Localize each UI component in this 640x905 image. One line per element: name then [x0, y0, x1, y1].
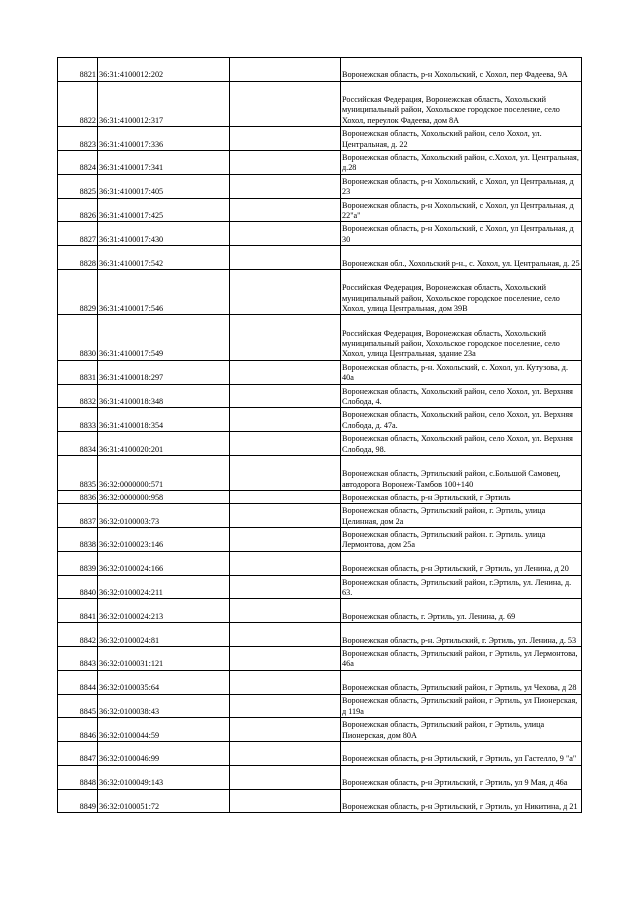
address: Воронежская область, Эртильский район, г.Эртиль, ул. Ленина, д. 63.	[341, 575, 582, 599]
row-number: 8829	[58, 269, 98, 314]
empty-cell	[230, 718, 341, 742]
table-row	[58, 742, 582, 766]
cadastral-number: 36:32:0100031:121	[98, 646, 230, 670]
cadastral-number: 36:32:0100003:73	[98, 504, 230, 528]
cadastral-number: 36:32:0100035:64	[98, 670, 230, 694]
cadastral-number: 36:31:4100018:354	[98, 408, 230, 432]
address: Воронежская область, р-н Эртильский, г Эртиль, ул 9 Мая, д 46а	[341, 765, 582, 789]
row-number: 8841	[58, 599, 98, 623]
row-number: 8821	[58, 58, 98, 82]
empty-cell	[230, 198, 341, 222]
cadastral-number: 36:32:0100044:59	[98, 718, 230, 742]
row-number: 8833	[58, 408, 98, 432]
cadastral-number: 36:31:4100017:336	[98, 127, 230, 151]
cadastral-number: 36:31:4100017:430	[98, 222, 230, 246]
empty-cell	[230, 646, 341, 670]
address: Воронежская область, Эртильский район, г Эртиль, ул Чехова, д 28	[341, 670, 582, 694]
table-row	[58, 150, 582, 174]
cadastral-number: 36:31:4100018:297	[98, 360, 230, 384]
row-number: 8840	[58, 575, 98, 599]
empty-cell	[230, 315, 341, 360]
address: Воронежская обл., Хохольский р-н., с. Хохол, ул. Центральная, д. 25	[341, 246, 582, 270]
empty-cell	[230, 504, 341, 528]
empty-cell	[230, 551, 341, 575]
table-row	[58, 491, 582, 504]
cadastral-number: 36:31:4100017:425	[98, 198, 230, 222]
empty-cell	[230, 455, 341, 490]
table-row	[58, 360, 582, 384]
cadastral-number: 36:32:0000000:571	[98, 455, 230, 490]
address: Воронежская область, р-н Эртильский, г Эртиль, ул Ленина, д 20	[341, 551, 582, 575]
address: Российская Федерация, Воронежская область, Хохольский муниципальный район, Хохольское городское поселение, село Хохол, улица Центральная, здание 23а	[341, 315, 582, 360]
cadastral-number: 36:31:4100017:341	[98, 150, 230, 174]
row-number: 8845	[58, 694, 98, 718]
registry-table-body	[58, 58, 582, 813]
table-row	[58, 81, 582, 126]
address: Российская Федерация, Воронежская область, Хохольский муниципальный район, Хохольское городское поселение, село Хохол, переулок Фадеева, дом 8А	[341, 81, 582, 126]
empty-cell	[230, 246, 341, 270]
address: Воронежская область, р-н Эртильский, г Эртиль	[341, 491, 582, 504]
cadastral-number: 36:32:0100046:99	[98, 742, 230, 766]
table-row	[58, 408, 582, 432]
empty-cell	[230, 174, 341, 198]
cadastral-number: 36:32:0100024:213	[98, 599, 230, 623]
address: Воронежская область, г. Эртиль, ул. Ленина, д. 69	[341, 599, 582, 623]
table-row	[58, 127, 582, 151]
address: Воронежская область, Хохольский район, с.Хохол, ул. Центральная, д.28	[341, 150, 582, 174]
empty-cell	[230, 58, 341, 82]
table-row	[58, 432, 582, 456]
empty-cell	[230, 575, 341, 599]
empty-cell	[230, 491, 341, 504]
table-row	[58, 527, 582, 551]
row-number: 8831	[58, 360, 98, 384]
address: Воронежская область, Эртильский район, г Эртиль, улица Пионерская, дом 80А	[341, 718, 582, 742]
row-number: 8822	[58, 81, 98, 126]
address: Воронежская область, Эртильский район, г Эртиль, ул Пионерская, д 119а	[341, 694, 582, 718]
cadastral-number: 36:32:0000000:958	[98, 491, 230, 504]
empty-cell	[230, 623, 341, 647]
empty-cell	[230, 222, 341, 246]
table-row	[58, 504, 582, 528]
cadastral-number: 36:32:0100049:143	[98, 765, 230, 789]
table-row	[58, 174, 582, 198]
address: Воронежская область, р-н Хохольский, с Хохол, ул Центральная, д 30	[341, 222, 582, 246]
cadastral-number: 36:32:0100038:43	[98, 694, 230, 718]
table-row	[58, 384, 582, 408]
row-number: 8846	[58, 718, 98, 742]
empty-cell	[230, 742, 341, 766]
row-number: 8838	[58, 527, 98, 551]
table-row	[58, 599, 582, 623]
cadastral-number: 36:31:4100017:542	[98, 246, 230, 270]
row-number: 8837	[58, 504, 98, 528]
address: Воронежская область, р-н Хохольский, с Хохол, пер Фадеева, 9А	[341, 58, 582, 82]
address: Воронежская область, р-н Хохольский, с Хохол, ул Центральная, д 23	[341, 174, 582, 198]
cadastral-number: 36:32:0100023:146	[98, 527, 230, 551]
row-number: 8844	[58, 670, 98, 694]
empty-cell	[230, 127, 341, 151]
row-number: 8830	[58, 315, 98, 360]
row-number: 8842	[58, 623, 98, 647]
address: Российская Федерация, Воронежская область, Хохольский муниципальный район, Хохольское городское поселение, село Хохол, улица Центральная, дом 39В	[341, 269, 582, 314]
address: Воронежская область, р-н Эртильский, г Эртиль, ул Гастелло, 9 "а"	[341, 742, 582, 766]
row-number: 8824	[58, 150, 98, 174]
empty-cell	[230, 150, 341, 174]
table-row	[58, 222, 582, 246]
row-number: 8827	[58, 222, 98, 246]
address: Воронежская область, р-н Эртильский, г Эртиль, ул Никитина, д 21	[341, 789, 582, 813]
table-row	[58, 269, 582, 314]
cadastral-number: 36:32:0100024:166	[98, 551, 230, 575]
empty-cell	[230, 789, 341, 813]
row-number: 8826	[58, 198, 98, 222]
empty-cell	[230, 432, 341, 456]
row-number: 8835	[58, 455, 98, 490]
table-row	[58, 315, 582, 360]
cadastral-number: 36:31:4100017:405	[98, 174, 230, 198]
cadastral-number: 36:32:0100024:81	[98, 623, 230, 647]
row-number: 8825	[58, 174, 98, 198]
address: Воронежская область, Эртильский район, г. Эртиль, улица Целинная, дом 2а	[341, 504, 582, 528]
table-row	[58, 455, 582, 490]
table-row	[58, 551, 582, 575]
cadastral-number: 36:31:4100017:549	[98, 315, 230, 360]
empty-cell	[230, 81, 341, 126]
address: Воронежская область, Эртильский район, с.Большой Самовец, автодорога Воронеж-Тамбов 100+140	[341, 455, 582, 490]
address: Воронежская область, Эртильский район. г. Эртиль. улица Лермонтова, дом 25а	[341, 527, 582, 551]
row-number: 8823	[58, 127, 98, 151]
empty-cell	[230, 527, 341, 551]
cadastral-number: 36:31:4100020:201	[98, 432, 230, 456]
row-number: 8849	[58, 789, 98, 813]
empty-cell	[230, 765, 341, 789]
row-number: 8836	[58, 491, 98, 504]
empty-cell	[230, 384, 341, 408]
row-number: 8828	[58, 246, 98, 270]
cadastral-number: 36:31:4100017:546	[98, 269, 230, 314]
cadastral-number: 36:32:0100051:72	[98, 789, 230, 813]
address: Воронежская область, Хохольский район, село Хохол, ул. Верхняя Слобода, 4.	[341, 384, 582, 408]
cadastral-number: 36:31:4100012:202	[98, 58, 230, 82]
row-number: 8834	[58, 432, 98, 456]
address: Воронежская область, р-н. Эртильский, г. Эртиль, ул. Ленина, д. 53	[341, 623, 582, 647]
empty-cell	[230, 269, 341, 314]
row-number: 8839	[58, 551, 98, 575]
row-number: 8832	[58, 384, 98, 408]
address: Воронежская область, Хохольский район, село Хохол, ул. Верхняя Слобода, д. 47а.	[341, 408, 582, 432]
empty-cell	[230, 408, 341, 432]
cadastral-number: 36:32:0100024:211	[98, 575, 230, 599]
table-row	[58, 58, 582, 82]
table-row	[58, 575, 582, 599]
row-number: 8843	[58, 646, 98, 670]
cadastral-number: 36:31:4100012:317	[98, 81, 230, 126]
address: Воронежская область, Хохольский район, село Хохол, ул. Верхняя Слобода, 98.	[341, 432, 582, 456]
row-number: 8847	[58, 742, 98, 766]
table-row	[58, 198, 582, 222]
address: Воронежская область, р-н. Хохольский, с. Хохол, ул. Кутузова, д. 40а	[341, 360, 582, 384]
empty-cell	[230, 694, 341, 718]
address: Воронежская область, Хохольский район, село Хохол, ул. Центральная, д. 22	[341, 127, 582, 151]
empty-cell	[230, 599, 341, 623]
table-row	[58, 765, 582, 789]
registry-table	[57, 57, 582, 813]
empty-cell	[230, 670, 341, 694]
table-row	[58, 623, 582, 647]
table-row	[58, 694, 582, 718]
cadastral-number: 36:31:4100018:348	[98, 384, 230, 408]
row-number: 8848	[58, 765, 98, 789]
table-row	[58, 246, 582, 270]
table-row	[58, 670, 582, 694]
address: Воронежская область, р-н Хохольский, с Хохол, ул Центральная, д 22"а"	[341, 198, 582, 222]
table-row	[58, 646, 582, 670]
table-row	[58, 789, 582, 813]
table-row	[58, 718, 582, 742]
empty-cell	[230, 360, 341, 384]
address: Воронежская область, Эртильский район, г Эртиль, ул Лермонтова, 46а	[341, 646, 582, 670]
